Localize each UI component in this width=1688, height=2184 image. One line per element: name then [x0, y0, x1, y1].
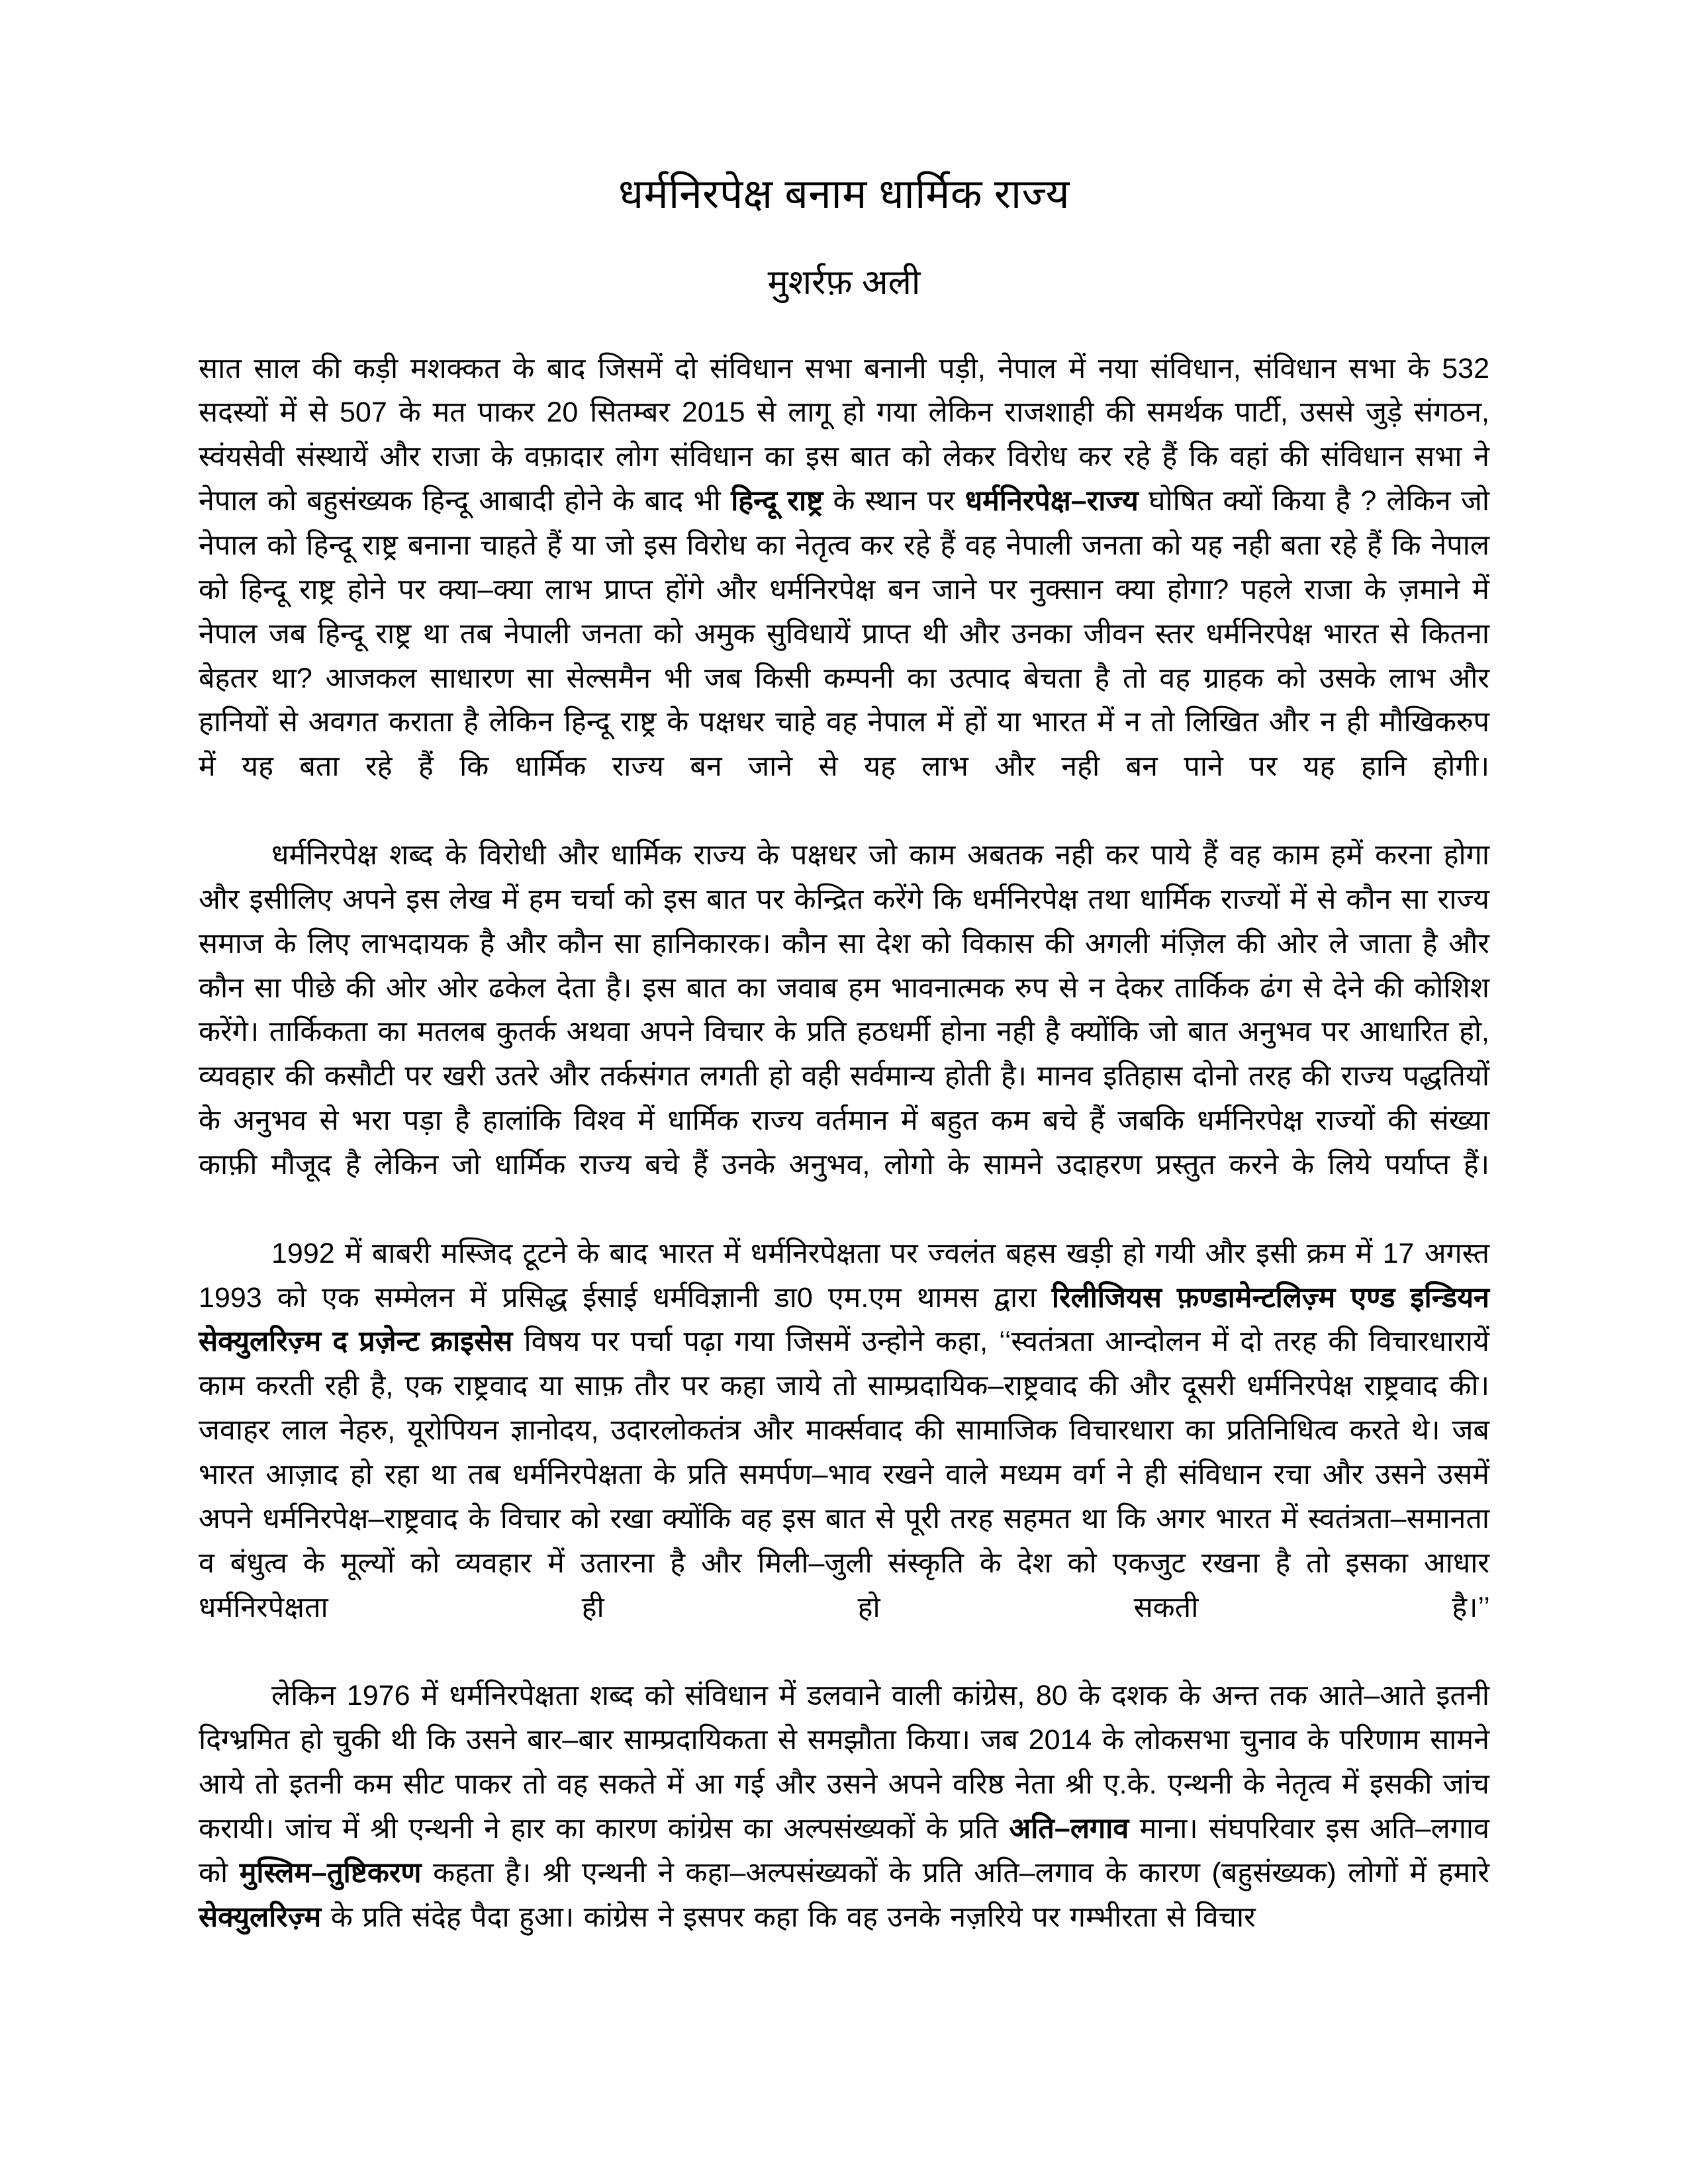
paragraph-4-bold-muslim-tushtikaran: मुस्लिम–तुष्टिकरण — [239, 1856, 422, 1889]
paragraph-1-text-a: सात साल की कड़ी मशक्कत के बाद जिसमें दो संविधान सभा बनानी पड़ी, नेपाल में नया संविधान, संविधान सभा के 532 सदस्यों में से 507 के मत पाकर 20 सितम्बर 2015 से लागू हो गया लेकिन राजशाही की समर्थक पार्टी, उससे जुड़े संगठन, स्वंयसेवी संस्थायें और राजा के वफ़ादार लोग संविधान का इस बात को लेकर विरोध कर रहे हैं कि वहां की संविधान सभा ने नेपाल को बहुसंख्यक हिन्दू आबादी होने के बाद भी — [199, 352, 1489, 518]
page-title: धर्मनिरपेक्ष बनाम धार्मिक राज्य — [618, 171, 1070, 217]
paragraph-4-text-a: लेकिन 1976 में धर्मनिरपेक्षता शब्द को संविधान में डलवाने वाली कांग्रेस, 80 के दशक के अन्त तक आते–आते इतनी दिग्भ्रमित हो चुकी थी कि उसने बार–बार साम्प्रदायिकता से समझौता किया। जब 2014 के लोकसभा चुनाव के परिणाम सामने आये तो इतनी कम सीट पाकर तो वह सकते में आ गई और उसने अपने वरिष्ठ नेता श्री ए.के. एन्थनी के नेतृत्व में इसकी जांच करायी। जांच में श्री एन्थनी ने हार का कारण कांग्रेस का अल्पसंख्यकों के प्रति — [199, 1680, 1489, 1844]
paragraph-4-bold-ati-lagav: अति–लगाव — [1009, 1812, 1129, 1844]
paragraph-4-bold-secularism: सेक्युलरिज़्म — [199, 1901, 322, 1933]
paragraph-4-text-b: माना। संघपरिवार इस अति–लगाव को — [199, 1812, 1489, 1889]
page-content — [199, 169, 1489, 1939]
paragraph-3-text-b: विषय पर पर्चा पढ़ा गया जिसमें उन्होने कहा, ‘‘स्वतंत्रता आन्दोलन में दो तरह की विचारधारायें काम करती रही है, एक राष्ट्रवाद या साफ़ तौर पर कहा जाये तो साम्प्रदायिक–राष्ट्रवाद की और दूसरी धर्मनिरपेक्ष राष्ट्रवाद की। जवाहर लाल नेहरु, यूरोपियन ज्ञानोदय, उदारलोकतंत्र और मार्क्सवाद की सामाजिक विचारधारा का प्रतिनिधित्व करते थे। जब भारत आज़ाद हो रहा था तब धर्मनिरपेक्षता के प्रति समर्पण–भाव रखने वाले मध्यम वर्ग ने ही संविधान रचा और उसने उसमें अपने धर्मनिरपेक्ष–राष्ट्रवाद के विचार को रखा क्योंकि वह इस बात से पूरी तरह सहमत था कि अगर भारत में स्वतंत्रता–समानता व बंधुत्व के मूल्यों को व्यवहार में उतारना है और मिली–जुली संस्कृति के देश को एकजुट रखना है तो इसका आधार धर्मनिरपेक्षता ही हो सकती है।’’ — [199, 1326, 1490, 1623]
article-body — [199, 347, 1489, 1940]
paragraph-4-text-d: के प्रति संदेह पैदा हुआ। कांग्रेस ने इसपर कहा कि वह उनके नज़रिये पर गम्भीरता से विचार — [321, 1901, 1256, 1933]
paragraph-1 — [199, 347, 1489, 833]
paragraph-2 — [199, 833, 1489, 1232]
paragraph-1-text-c: घोषित क्यों किया है ? लेकिन जो नेपाल को हिन्दू राष्ट्र बनाना चाहते हैं या जो इस विरोध का नेतृत्व कर रहे हैं वह नेपाली जनता को यह नही बता रहे हैं कि नेपाल को हिन्दू राष्ट्र होने पर क्या–क्या लाभ प्राप्त होंगे और धर्मनिरपेक्ष बन जाने पर नुक्सान क्या होगा? पहले राजा के ज़माने में नेपाल जब हिन्दू राष्ट्र था तब नेपाली जनता को अमुक सुविधायें प्राप्त थी और उनका जीवन स्तर धर्मनिरपेक्ष भारत से कितना बेहतर था? आजकल साधारण सा सेल्समैन भी जब किसी कम्पनी का उत्पाद बेचता है तो वह ग्राहक को उसके लाभ और हानियों से अवगत कराता है लेकिन हिन्दू राष्ट्र के पक्षधर चाहे वह नेपाल में हों या भारत में न तो लिखित और न ही मौखिकरुप में यह बता रहे हैं कि धार्मिक राज्य बन जाने से यह लाभ और नही बन पाने पर यह हानि होगी। — [199, 485, 1490, 783]
paragraph-2-text: धर्मनिरपेक्ष शब्द के विरोधी और धार्मिक राज्य के पक्षधर जो काम अबतक नही कर पाये हैं वह काम हमें करना होगा और इसीलिए अपने इस लेख में हम चर्चा को इस बात पर केन्द्रित करेंगे कि धर्मनिरपेक्ष तथा धार्मिक राज्यों में से कौन सा राज्य समाज के लिए लाभदायक है और कौन सा हानिकारक। कौन सा देश को विकास की अगली मंज़िल की ओर ले जाता है और कौन सा पीछे की ओर ओर ढकेल देता है। इस बात का जवाब हम भावनात्मक रुप से न देकर तार्किक ढंग से देने की कोशिश करेंगे। तार्किकता का मतलब कुतर्क अथवा अपने विचार के प्रति हठधर्मी होना नही है क्योंकि जो बात अनुभव पर आधारित हो, व्यवहार की कसौटी पर खरी उतरे और तर्कसंगत लगती हो वही सर्वमान्य होती है। मानव इतिहास दोनो तरह की राज्य पद्धतियों के अनुभव से भरा पड़ा है हालांकि विश्व में धार्मिक राज्य वर्तमान में बहुत कम बचे हैं जबकि धर्मनिरपेक्ष राज्यों की संख्या काफ़ी मौजूद है लेकिन जो धार्मिक राज्य बचे हैं उनके अनुभव, लोगो के सामने उदाहरण प्रस्तुत करने के लिये पर्याप्त हैं। — [199, 839, 1489, 1181]
paragraph-1-bold-hindu-rashtra: हिन्दू राष्ट्र — [731, 485, 823, 518]
paragraph-4-text-c: कहता है। श्री एन्थनी ने कहा–अल्पसंख्यकों के प्रति अति–लगाव के कारण (बहुसंख्यक) लोगों में हमारे — [421, 1856, 1489, 1889]
paragraph-3-text-a: 1992 में बाबरी मस्जिद टूटने के बाद भारत में धर्मनिरपेक्षता पर ज्वलंत बहस खड़ी हो गयी और इसी क्रम में 17 अगस्त 1993 को एक सम्मेलन में प्रसिद्ध ईसाई धर्मविज्ञानी डा0 एम.एम थामस द्वारा — [199, 1237, 1489, 1314]
paragraph-3-bold-paper-title: रिलीजियस फ़ण्डामेन्टलिज़्म एण्ड इन्डियन सेक्युलरिज़्म द प्रज़ेन्ट क्राइसेस — [199, 1281, 1489, 1358]
author-byline: मुशर्रफ़ अली — [767, 263, 921, 302]
paragraph-1-text-b: के स्थान पर — [823, 485, 965, 518]
paragraph-3 — [199, 1232, 1489, 1674]
paragraph-1-bold-dharmnirpeksh-rajya: धर्मनिरपेक्ष–राज्य — [964, 485, 1139, 518]
paragraph-4 — [199, 1674, 1489, 1939]
